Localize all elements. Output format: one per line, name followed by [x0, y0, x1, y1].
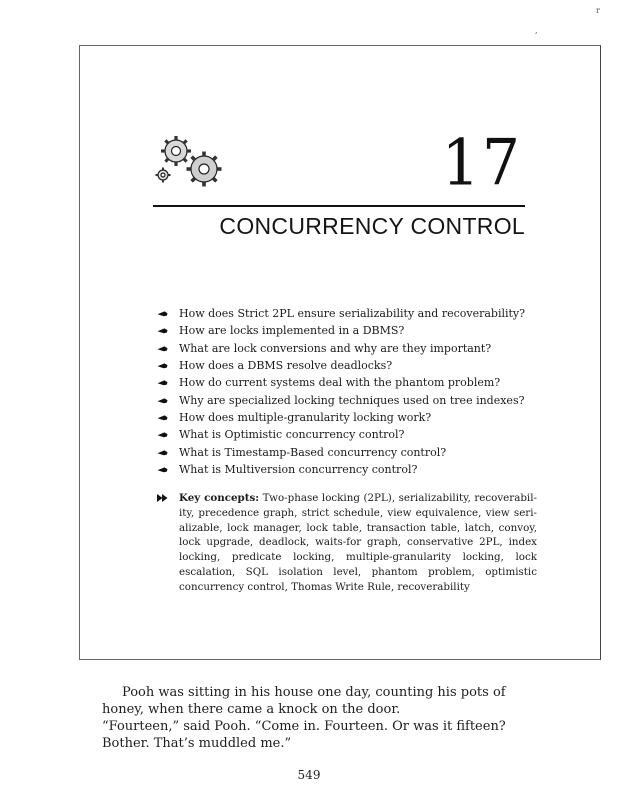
question-text: How are locks implemented in a DBMS? [179, 324, 405, 338]
question-text: What is Timestamp-Based concurrency control? [179, 445, 447, 459]
pointing-hand-icon [157, 322, 168, 339]
epigraph-line: Pooh was sitting in his house one day, counting his pots of honey, when there came a knock on the door. [102, 685, 506, 717]
chapter-number: 17 [441, 126, 522, 201]
list-item [157, 322, 537, 339]
list-item [157, 374, 537, 391]
pointing-hand-icon [157, 444, 168, 461]
key-concepts [157, 491, 537, 595]
question-text: How does a DBMS resolve deadlocks? [179, 359, 393, 373]
gear-icon [187, 152, 222, 187]
list-item [157, 357, 537, 374]
pointing-hand-icon [157, 409, 168, 426]
list-item [157, 391, 537, 408]
list-item [157, 409, 537, 426]
pointing-hand-icon [157, 305, 168, 322]
question-text: How does multiple-granularity locking work? [179, 410, 432, 424]
scan-mark: , [535, 26, 538, 35]
list-item [157, 340, 537, 357]
key-concepts-label: Key concepts: [179, 492, 260, 504]
question-text: How does Strict 2PL ensure serializability and recoverability? [179, 307, 526, 321]
key-concepts-text: Two-phase locking (2PL), serializability, recoverability, precedence graph, strict schedule, view equivalence, view serializable, lock manager, lock table, transaction table, latch, convoy, lock upgrade, deadlock, waits-for graph, conservative 2PL, index locking, predicate locking, multiple-granularity locking, lock escalation, SQL isolation level, phantom problem, optimistic concurrency control, Thomas Write Rule, recoverability [179, 492, 538, 593]
gears-icon [154, 133, 228, 189]
list-item [157, 426, 537, 443]
chapter-title: CONCURRENCY CONTROL [219, 213, 525, 239]
pointing-hand-icon [157, 374, 168, 391]
double-arrow-icon [157, 493, 170, 503]
list-item [157, 443, 537, 460]
gear-icon [161, 136, 191, 166]
epigraph [102, 684, 542, 752]
question-text: What is Multiversion concurrency control? [179, 462, 418, 476]
title-rule [153, 205, 525, 207]
question-text: How do current systems deal with the phantom problem? [179, 376, 501, 390]
question-text: What are lock conversions and why are they important? [179, 341, 492, 355]
pointing-hand-icon [157, 426, 168, 443]
list-item [157, 461, 537, 478]
scan-mark: r [596, 6, 600, 15]
gear-icon [156, 168, 171, 183]
question-text: Why are specialized locking techniques used on tree indexes? [179, 393, 525, 407]
pointing-hand-icon [157, 357, 168, 374]
pointing-hand-icon [157, 340, 168, 357]
epigraph-line: “Fourteen,” said Pooh. “Come in. Fourteen. Or was it fifteen? Bother. That’s muddled me.” [102, 719, 506, 751]
list-item [157, 305, 537, 322]
pointing-hand-icon [157, 392, 168, 409]
question-list [157, 305, 537, 478]
key-concepts-body [179, 491, 537, 595]
page-number: 549 [297, 768, 321, 782]
question-text: What is Optimistic concurrency control? [179, 428, 405, 442]
pointing-hand-icon [157, 461, 168, 478]
